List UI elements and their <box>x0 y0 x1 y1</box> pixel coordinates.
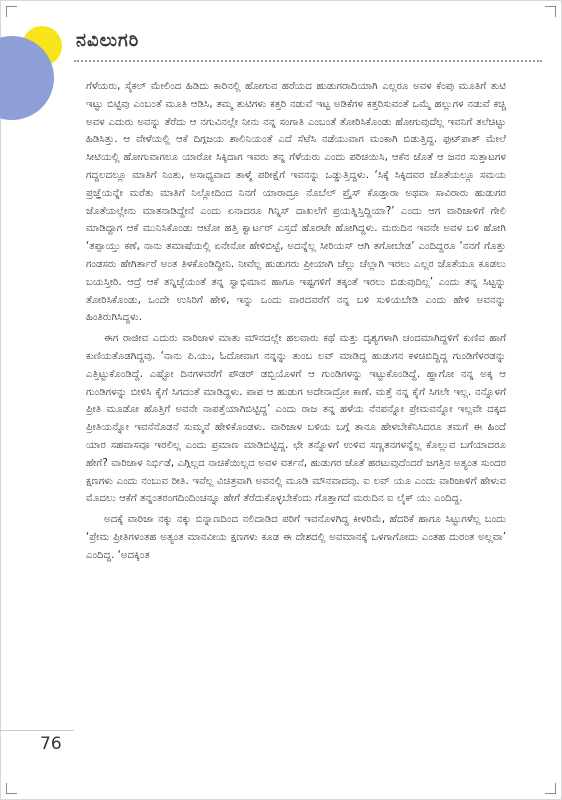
header-dotted-rule <box>74 60 542 62</box>
crop-mark-top-left <box>6 6 17 17</box>
footer-rule <box>0 730 74 731</box>
body-paragraph: ಈಗ ರಾಜೀವ ಎದುರು ವಾರಿಜಾಳ ಮಾತು ಮೌನದಲ್ಲೇ ಹಲವಾರು ಕಥೆ ಮತ್ತು ದೃಶ್ಯಗಳಾಗಿ ಚಂದಮಾಗಿದ್ದಳಿಗೆ ಕುಣಿವ ಹಾಗೆ ಕುಣಿಯತೊಡಗಿದ್ದವು. ‘ನಾನು ಪಿ.ಯು, ಓದೋವಾಗ ನನ್ನನ್ನು ತುಂಬ ಲವ್ ಮಾಡಿದ್ದ ಹುಡುಗನ ಕಳಚಿಬಿದ್ದಿದ್ದ ಗುಂಡಿಗೆಳರಡನ್ನು ಎತ್ತಿಟ್ಟುಕೊಂಡಿದ್ದೆ. ಎಷ್ಟೋ ದಿನಗಳವರೆಗೆ ಪೌಡರ್ ಡಬ್ಬಿಯೊಳಗೆ ಆ ಗುಂಡಿಗಳನ್ನು ಇಟ್ಟುಕೊಂಡಿದ್ದೆ. ಹ್ಹಾಗೋ ನನ್ನ ಅಕ್ಕ ಆ ಗುಂಡಿಗಳನ್ನು ಬೀಳಿಸಿ ಕೈಗೆ ಸಿಗದಂತೆ ಮಾಡಿದ್ದಳು. ಪಾಪ ಆ ಹುಡುಗ ಅದೇನಾದ್ರೋ ಕಾಣೆ. ಮತ್ತೆ ನನ್ನ ಕೈಗೆ ಸಿಗಲೇ ಇಲ್ಲ. ನನ್ನೊಳಗೆ ಪ್ರೀತಿ ಮೂಡೋ ಹೊತ್ತಿಗೆ ಅವನೇ ನಾಪತ್ತೆಯಾಗಿಬಿಟ್ಟಿದ್ದ’ ಎಂದು ರಾಜ ತನ್ನ ಹಳೆಯ ನೆನಪನ್ನೋ ಪ್ರೇಮವನ್ನೋ ಇಲ್ಲವೇ ದಕ್ಕದ ಪ್ರೀತಿಯನ್ನೋ ಇವನೆನೊಡನೆ ಸುಮ್ಮನೆ ಹೇಳಿಕೊಂಡಳು. ವಾರಿಜಾಳ ಬಳಿಯ ಬಗ್ಗೆ ತಾನೂ ಹೇಳಬೇಕೆನಿಸಿದರೂ ತಮಗೆ ಈ ಹಿಂದೆ ಯಾರ ಸಹವಾಸವೂ ಇರಲಿಲ್ಲ ಎಂದು ಪ್ರಮಾಣ ಮಾಡಿಬಿಟ್ಟಿದ್ದ. ಛೇ ತನ್ನೊಳಗೆ ಉಳಿವ ಸಣ್ಣತನಗಳನ್ನೆಲ್ಲ ಕೊಲ್ಲುವ ಬಗೆಯಾದರೂ ಹೇಗೆ? ವಾರಿಜಾಳ ನಿರ್ಭಿಡೆ, ಎಗ್ಗಿಲ್ಲದ ನಾಚಿಕೆಯಿಲ್ಲದ ಅವಳ ವರ್ತನೆ, ಹುಡುಗರ ಜೊತೆ ಹರಟುವುದೆಂದರೆ ಜಗತ್ತಿನ ಅತ್ಯಂತ ಸುಂದರ ಕ್ಷಣಗಳು ಎಂದು ನಂಬುವ ರೀತಿ. ಇವೆಲ್ಲ ವಿಚಿತ್ರವಾಗಿ ಅವನಲ್ಲಿ ಮೂಡಿ ಮೌನವಾದವು. ಐ ಲವ್ ಯೂ ಎಂದು ವಾರಿಜಾಳಿಗೆ ಹೇಳುವ ಮೊದಲು ಆಕೆಗೆ ತನ್ನಂತರಂಗದಿಂದಿಂಚನ್ನೂ ಹೇಗೆ ತೆರೆದುಕೊಳ್ಳಬೇಕೆಂದು ಗೊತ್ತಾಗದೆ ಮರುದಿನ ಐ ಲೈಕ್ ಯು ಎಂದಿದ್ದ. <box>86 333 506 505</box>
article-body <box>86 78 506 568</box>
body-paragraph: ಗೆಳೆಯರು, ಸೈಕಲ್ ಮೇಲಿಂದ ಹಿಡಿದು ಕಾರಿನಲ್ಲಿ ಹೋಗುವ ಹರೆಯದ ಹುಡುಗರಾದಿಯಾಗಿ ಎಲ್ಲರೂ ಅವಳ ಕೆಂಪು ಮೂತಿಗೆ ತುಟಿ ಇಟ್ಟು ಬಿಟ್ಟಿವು ಎಂಬಂತೆ ಮೂತಿ ಆಡಿಸಿ, ತಮ್ಮ ತುಟಿಗಳು ಕತ್ತರಿ ನಡುವೆ ಇಟ್ಟ ಅಡಿಕೆಗಳ ಕತ್ತರಿಸುವಂತೆ ಒಮ್ಮೆ ಹಲ್ಲುಗಳ ನಡುವೆ ಕಚ್ಚಿ ಅವಳ ಎದುರು ಅವನ್ನು ತೆರೆದು ಆ ನಗುವಿನಲ್ಲೇ ನೀನು ನನ್ನ ಸಂಗಾತಿ ಎಂಬಂತೆ ತೋರಿಸಿಕೊಂಡು ಹೋಗುವುದೆಲ್ಲ ಇವನಿಗೆ ತಲೆಚಿಟ್ಟು ಹಿಡಿಸಿತ್ತು. ಆ ವೇಳೆಯಲ್ಲಿ ಆಕೆ ದಿಗ್ಗಜಯ ಶಾಲಿನಿಯಂತೆ ಎದೆ ಸೆಟೆಸಿ ನಡೆಯುವಾಗ ಮಂಕಾಗಿ ಬಿಡುತ್ತಿದ್ದ. ಫುಟ್‌ಪಾತ್ ಮೇಲೆ ಸೀಟಿಯಲ್ಲಿ ಹೋಗುವಾಗಲೂ ಯಾರೋ ಸಿಕ್ಕಿದಾಗ ಇವರು ತನ್ನ ಗೆಳೆಯರು ಎಂದು ಪರಿಚಯಿಸಿ, ಆಕೆನ ಜೊತೆ ಆ ಜನರ ಸುತ್ತಾಟಗಳ ಗದ್ದಲದಲ್ಲೂ ಮಾತಿಗೆ ನಿಂತು, ಅಸಾಧ್ಯವಾದ ತಾಳ್ಮೆ ಪರೀಕ್ಷೆಗೆ ಇವನನ್ನು ಒಡ್ಡುತ್ತಿದ್ದಳು. ‘ಸಿಕ್ಕೆ ಸಿಕ್ಕಿದವರ ಜೊತೆಯಲ್ಲೂ ಸಮಯ ಪ್ರಜ್ಞೆಯನ್ನೇ ಮರೆತು ಮಾತಿಗೆ ನಿಲ್ಲೋದಿಂದ ನಿನಗೆ ಯಾರಾದ್ರೂ ನೊಬೆಲ್ ಪ್ರೈಸ್ ಕೊಡ್ತಾರಾ ಅಥವಾ ಸಾವಿರಾರು ಹುಡುಗರ ಜೊತೆಯಲ್ಲೇನು ಮಾತನಾಡಿದ್ದೇನೆ ಎಂದು ಏನಾದರೂ ಗಿನ್ನಿಸ್ ದಾಖಲೆಗೆ ಪ್ರಯತ್ನಿಸ್ತಿದ್ದಿಯಾ?’ ಎಂದು ಆಗ ವಾರಿಜಾಳಿಗೆ ಗೇಲಿ ಮಾಡಿದ್ದಾಗ ಆಕೆ ಮುನಿಸಿಕೊಂಡು ಆಟೋ ಹತ್ತಿ ಕ್ವಾರ್ಟರ್ ಎಸ್ತದೆ ಹೊರಟೇ ಹೋಗಿದ್ದಳು. ಮರುದಿನ ಇವನೇ ಅವಳ ಬಳಿ ಹೋಗಿ ‘ತಪ್ಪಾಯ್ತು ಕಣೆ, ನಾನು ತಮಾಷೆಯಲ್ಲಿ ಏನೇನೋ ಹೇಳಿಬಿಟ್ಟೆ, ಅದನ್ನೆಲ್ಲ ಸೀರಿಯಸ್ ಆಗಿ ತಗೋಬೇಡ’ ಎಂದಿದ್ದರೂ ‘ನನಗೆ ಗೊತ್ತು ಗಂಡಸರು ಹೇಗಿರ್ತಾರೆ ಅಂತ ತಿಳಕೊಂಡಿದ್ದೀನಿ. ನೀವೆಲ್ಲ ಹುಡುಗರು ಪ್ರೀಯಾಗಿ ಚೆಲ್ಲು ಚೆಲ್ಲಾಗಿ ಇರಲು ಎಲ್ಲರ ಜೊತೆಯೂ ಕೂಡಲು ಬಯಸ್ತೀರಿ. ಆದ್ರೆ ಆಕೆ ತನ್ನಿಚ್ಛೆಯಂತೆ ತನ್ನ ಸ್ವಾಭಿಮಾನ ಹಾಗೂ ಇಷ್ಟಗಳಿಗೆ ತಕ್ಕಂತೆ ಇರಲು ಬಿಡುವುದಿಲ್ಲ’ ಎಂದು ತನ್ನ ಸಿಟ್ಟನ್ನು ತೋರಿಸಿಕೊಂಡು, ಒಂದೇ ಉಸಿರಿಗೆ ಹೇಳಿ, ಇನ್ನು ಒಂದು ವಾರದವರೆಗೆ ನನ್ನ ಬಳಿ ಸುಳಿಯಬೇಡಿ ಎಂದು ಹೇಳಿ ಅವನನ್ನು ಹಿಂತಿರುಗಿಸಿದ್ದಳು. <box>86 81 506 324</box>
crop-mark-bottom-left <box>6 783 17 794</box>
page-number: 76 <box>40 734 62 754</box>
crop-mark-top-right <box>545 6 556 17</box>
crop-mark-bottom-right <box>545 783 556 794</box>
body-paragraph: ಅದಕ್ಕೆ ವಾರಿಜಾ ನಕ್ಕು ನಕ್ಕು ಬಿನ್ನಾಣದಿಂದ ನಲಿದಾಡಿದ ಪರಿಗೆ ಇವನೊಳಗಿದ್ದ ಕೀಳರಿಮೆ, ಹೆದರಿಕೆ ಹಾಗೂ ಸಿಟ್ಟುಗಳೆಲ್ಲ ಬಂದು ‘ಪ್ರೇಮ ಪ್ರೀತಿಗಳಂತಹ ಅತ್ಯಂತ ಮಾನವೀಯ ಕ್ಷಣಗಳು ಕೂಡ ಈ ದೇಶದಲ್ಲಿ ಅವಮಾನಕ್ಕೆ ಒಳಗಾಗೋದು ಎಂತಹ ದುರಂತ ಅಲ್ಲವಾ’ ಎಂದಿದ್ದ. ‘ಅದಕ್ಕಿಂತ <box>86 514 506 561</box>
running-header-title: ನವಿಲುಗರಿ <box>76 30 140 51</box>
